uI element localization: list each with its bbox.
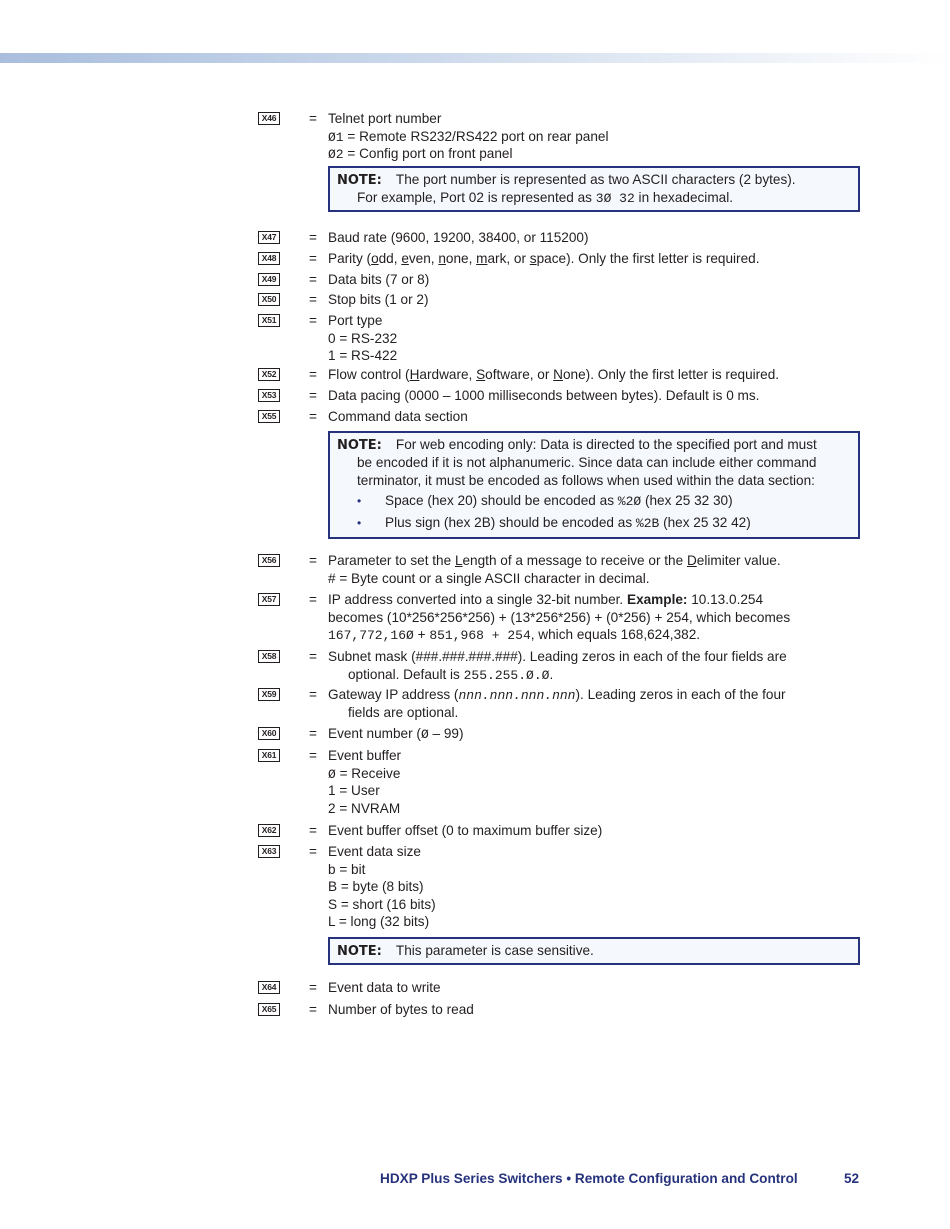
header-gradient-bar	[0, 53, 950, 63]
note-bullet: • Space (hex 20) should be encoded as %2Ø (hex 25 32 30)	[330, 490, 858, 512]
param-badge: X58	[258, 650, 280, 663]
equals-sign: =	[309, 230, 317, 245]
param-badge: X61	[258, 749, 280, 762]
equals-sign: =	[309, 272, 317, 287]
param-description: IP address converted into a single 32-bit number. Example: 10.13.0.254	[328, 592, 764, 607]
param-description: Subnet mask (###.###.###.###). Leading zeros in each of the four fields are	[328, 649, 787, 664]
param-description: Event data size	[328, 844, 421, 859]
note-text: For example, Port 02 is represented as 3Ø 32 in hexadecimal.	[357, 190, 734, 206]
param-option: S = short (16 bits)	[328, 896, 436, 912]
equals-sign: =	[309, 367, 317, 382]
param-description: Parity (odd, even, none, mark, or space). Only the first letter is required.	[328, 251, 760, 266]
bullet-icon: •	[357, 494, 362, 508]
param-badge: X48	[258, 252, 280, 265]
param-option: 1 = RS-422	[328, 348, 398, 363]
page-footer	[380, 1170, 860, 1188]
param-option: b = bit	[328, 861, 366, 877]
equals-sign: =	[309, 388, 317, 403]
equals-sign: =	[309, 980, 317, 995]
note-label: NOTE:	[337, 944, 382, 959]
equals-sign: =	[309, 649, 317, 664]
note-text: terminator, it must be encoded as follows when used within the data section:	[357, 473, 815, 488]
param-option: Ø2 = Config port on front panel	[328, 146, 513, 162]
param-badge: X56	[258, 554, 280, 567]
note-box	[328, 937, 860, 965]
param-description: Baud rate (9600, 19200, 38400, or 115200)	[328, 230, 589, 245]
bullet-icon: •	[357, 516, 362, 530]
param-description: Event buffer offset (0 to maximum buffer size)	[328, 823, 603, 838]
param-badge: X55	[258, 410, 280, 423]
param-description: Event data to write	[328, 980, 441, 995]
equals-sign: =	[309, 844, 317, 859]
note-text: The port number is represented as two ASCII characters (2 bytes).	[395, 172, 796, 187]
param-option: L = long (32 bits)	[328, 914, 430, 929]
param-badge: X50	[258, 293, 280, 306]
param-option: 1 = User	[328, 783, 380, 798]
param-badge: X59	[258, 688, 280, 701]
param-badge: X51	[258, 314, 280, 327]
param-description: Command data section	[328, 409, 468, 424]
note-label: NOTE:	[337, 438, 382, 453]
param-badge: X62	[258, 824, 280, 837]
equals-sign: =	[309, 313, 317, 328]
param-description: becomes (10*256*256*256) + (13*256*256) + (0*256) + 254, which becomes	[328, 609, 791, 625]
param-badge: X64	[258, 981, 280, 994]
param-badge: X49	[258, 273, 280, 286]
param-badge: X52	[258, 368, 280, 381]
note-box	[328, 166, 860, 212]
equals-sign: =	[309, 1002, 317, 1017]
equals-sign: =	[309, 748, 317, 763]
param-description: fields are optional.	[348, 704, 459, 720]
param-description: optional. Default is 255.255.Ø.Ø.	[348, 666, 554, 683]
param-badge: X65	[258, 1003, 280, 1016]
param-description: Flow control (Hardware, Software, or None). Only the first letter is required.	[328, 367, 780, 382]
param-option: 0 = RS-232	[328, 330, 398, 346]
equals-sign: =	[309, 687, 317, 702]
equals-sign: =	[309, 553, 317, 568]
param-description: Event buffer	[328, 748, 402, 763]
param-description: Parameter to set the Length of a message to receive or the Delimiter value.	[328, 553, 781, 568]
param-badge: X46	[258, 112, 280, 125]
equals-sign: =	[309, 726, 317, 741]
note-text: This parameter is case sensitive.	[395, 943, 594, 958]
param-badge: X53	[258, 389, 280, 402]
param-description: Data bits (7 or 8)	[328, 272, 430, 287]
note-text: For web encoding only: Data is directed to the specified port and must	[395, 437, 817, 452]
param-description: 167,772,16Ø + 851,968 + 254, which equals 168,624,382.	[328, 627, 701, 643]
equals-sign: =	[309, 111, 317, 126]
param-option: Ø1 = Remote RS232/RS422 port on rear panel	[328, 128, 609, 145]
param-description: Data pacing (0000 – 1000 milliseconds between bytes). Default is 0 ms.	[328, 388, 760, 403]
param-description: Gateway IP address (nnn.nnn.nnn.nnn). Leading zeros in each of the four	[328, 687, 786, 703]
page-number: 52	[844, 1171, 860, 1186]
equals-sign: =	[309, 409, 317, 424]
equals-sign: =	[309, 823, 317, 838]
param-description: Event number (Ø – 99)	[328, 726, 464, 742]
equals-sign: =	[309, 592, 317, 607]
param-option: 2 = NVRAM	[328, 800, 401, 816]
param-option: Ø = Receive	[328, 765, 401, 782]
equals-sign: =	[309, 251, 317, 266]
param-description: Stop bits (1 or 2)	[328, 292, 429, 307]
note-box	[328, 431, 860, 539]
note-label: NOTE:	[337, 173, 382, 188]
param-option: # = Byte count or a single ASCII character in decimal.	[328, 570, 650, 586]
param-description: Port type	[328, 313, 383, 328]
equals-sign: =	[309, 292, 317, 307]
param-badge: X47	[258, 231, 280, 244]
param-badge: X60	[258, 727, 280, 740]
param-option: B = byte (8 bits)	[328, 879, 424, 894]
param-badge: X57	[258, 593, 280, 606]
footer-title: HDXP Plus Series Switchers • Remote Configuration and Control	[380, 1171, 798, 1186]
note-text: be encoded if it is not alphanumeric. Since data can include either command	[357, 455, 817, 470]
param-description: Number of bytes to read	[328, 1002, 474, 1017]
note-bullet: • Plus sign (hex 2B) should be encoded as %2B (hex 25 32 42)	[330, 512, 858, 534]
param-description: Telnet port number	[328, 111, 442, 126]
param-badge: X63	[258, 845, 280, 858]
